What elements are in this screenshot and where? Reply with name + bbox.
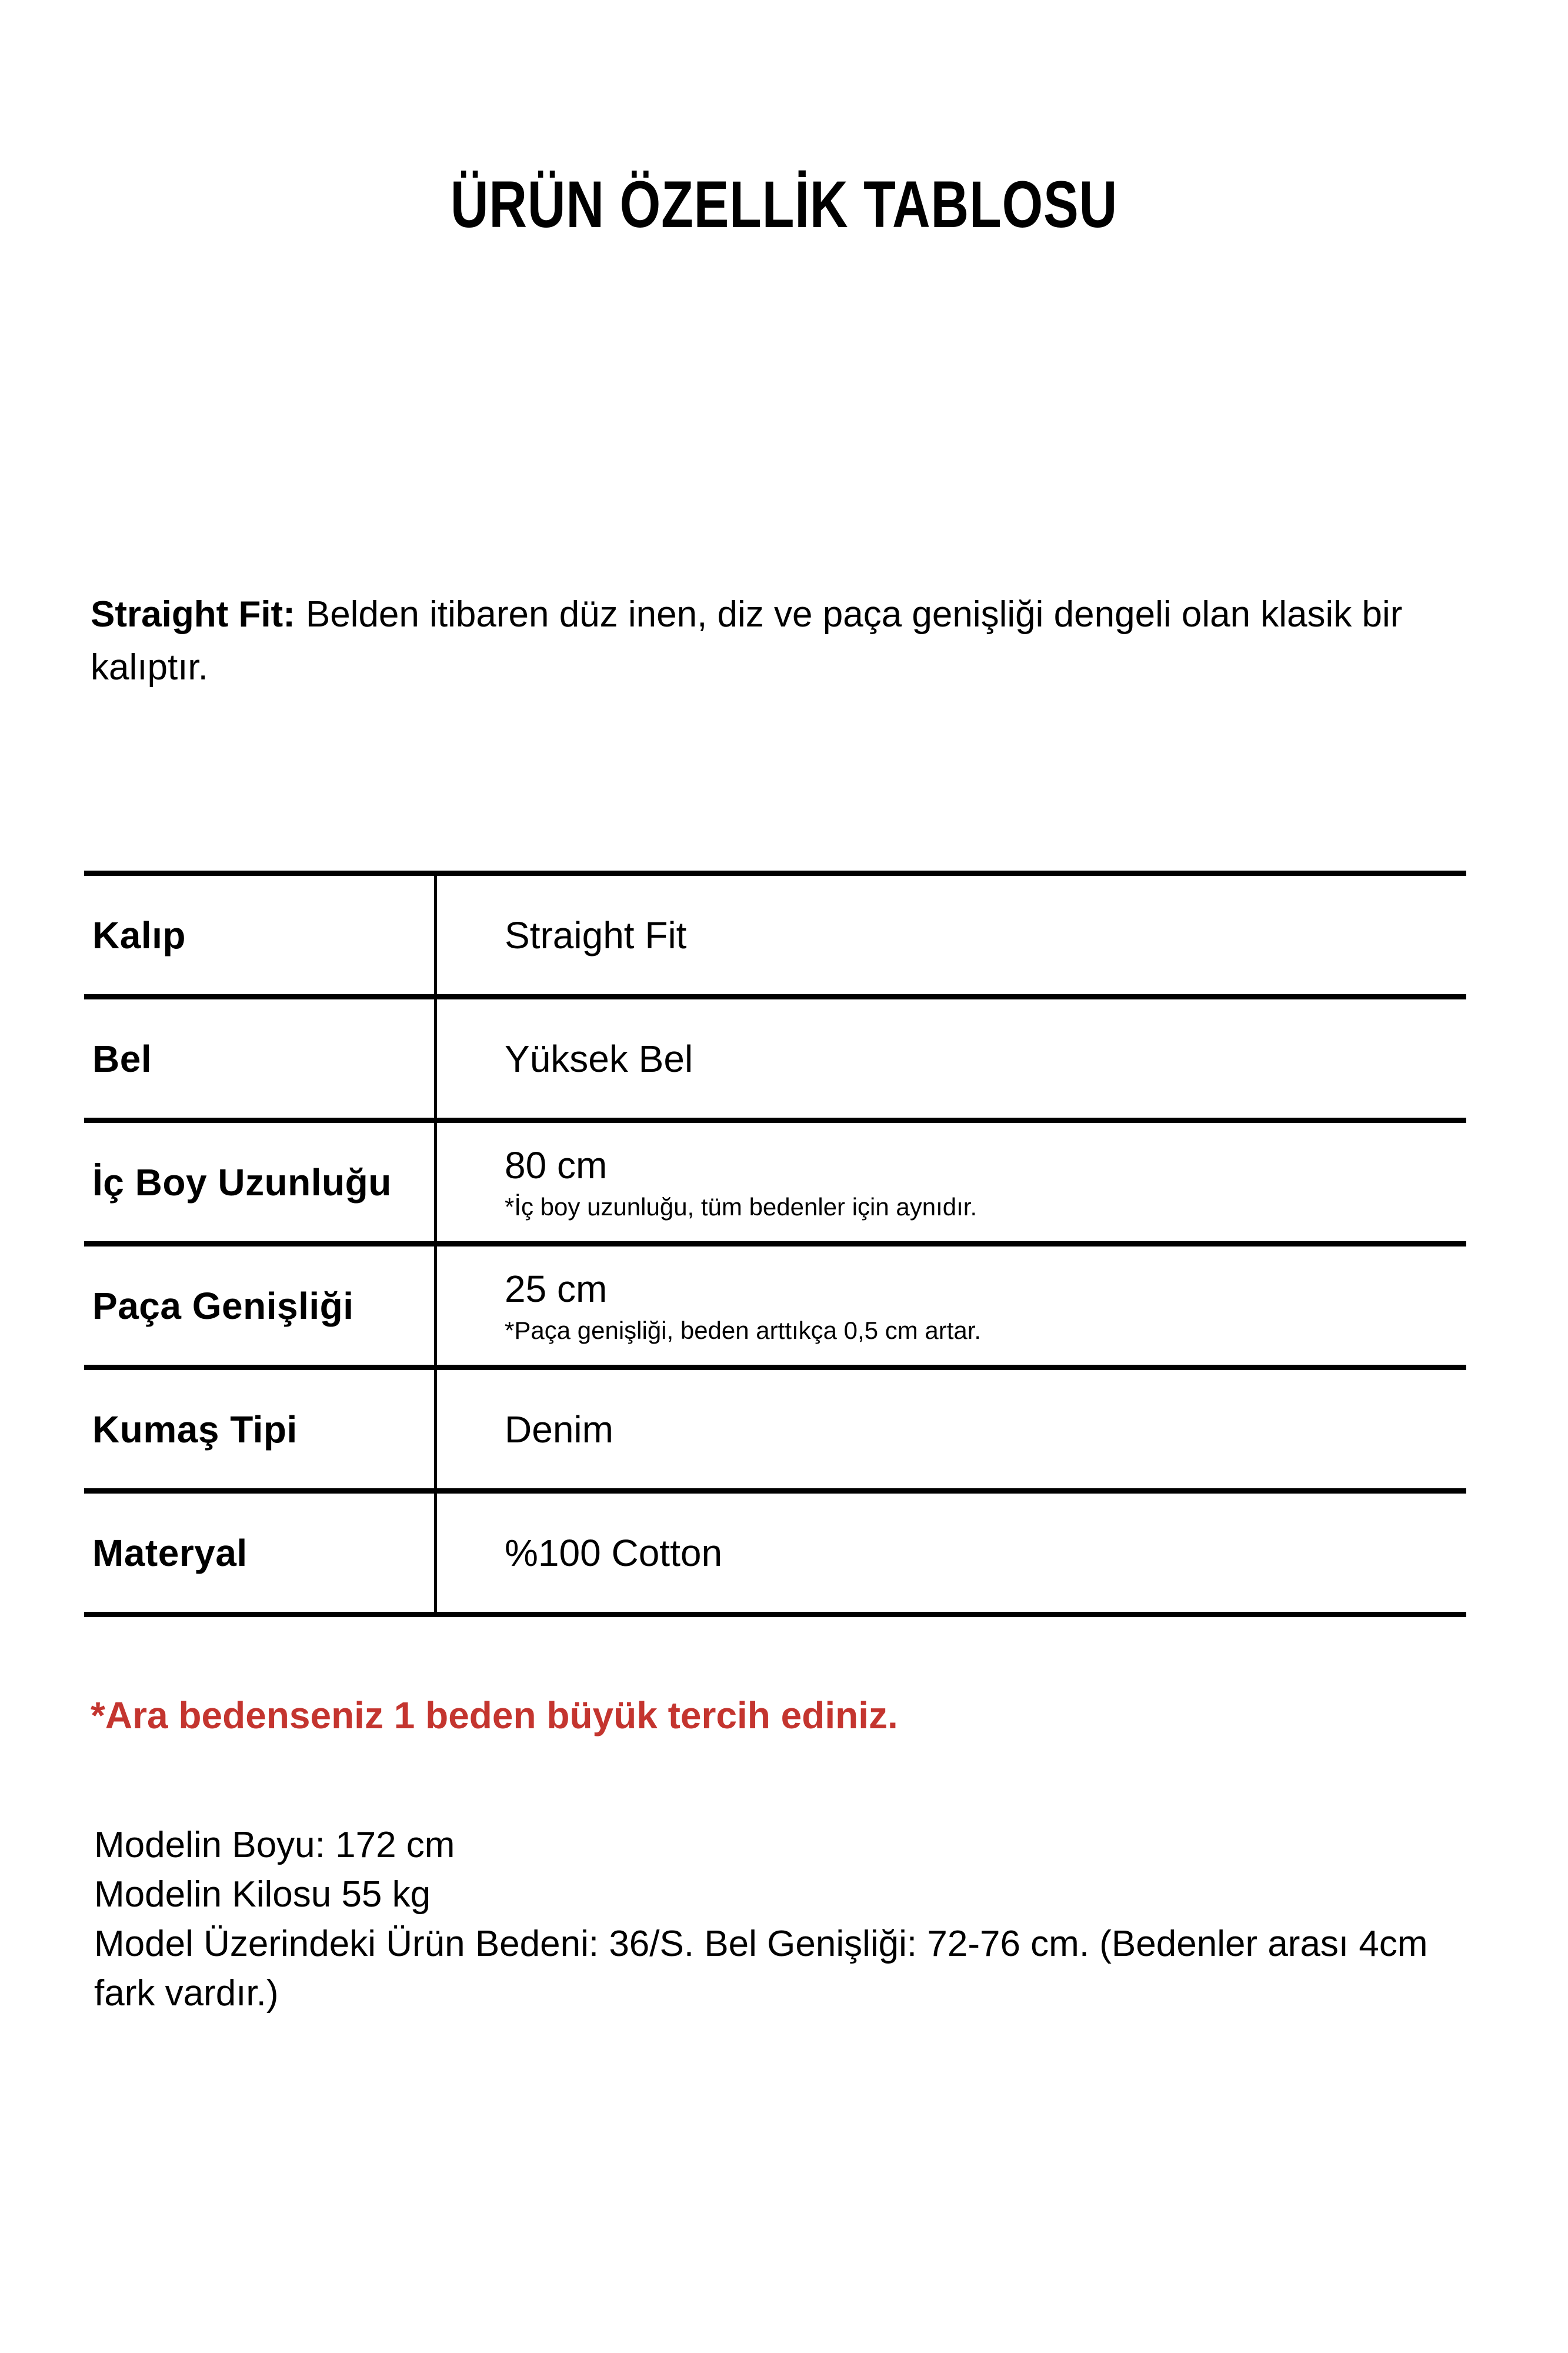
fit-description-text: Belden itibaren düz inen, diz ve paça genişliği dengeli olan klasik bir kalıptır. [91, 594, 1403, 688]
table-row-kumas-tipi [84, 1365, 1466, 1488]
table-row-materyal [84, 1488, 1466, 1612]
spec-label: Paça Genişliği [84, 1247, 437, 1365]
fit-description [91, 588, 1467, 694]
spec-value-note: *İç boy uzunluğu, tüm bedenler için aynıdır. [505, 1192, 978, 1221]
spec-value-note: *Paça genişliği, beden arttıkça 0,5 cm artar. [505, 1316, 982, 1344]
table-row-bel [84, 994, 1466, 1118]
table-row-paca-genisligi [84, 1241, 1466, 1365]
spec-label: Bel [84, 999, 437, 1118]
spec-value-cell [437, 1247, 1466, 1365]
spec-value: Denim [505, 1408, 613, 1451]
spec-value: 80 cm [505, 1144, 608, 1187]
table-row-ic-boy-uzunlugu [84, 1118, 1466, 1241]
spec-table [84, 871, 1466, 1617]
spec-value-cell [437, 999, 1466, 1118]
spec-label: Materyal [84, 1494, 437, 1612]
spec-value: Yüksek Bel [505, 1037, 693, 1080]
spec-value-cell [437, 1494, 1466, 1612]
model-info [94, 1821, 1464, 2018]
spec-value: Straight Fit [505, 914, 687, 956]
fit-description-label: Straight Fit: [91, 594, 295, 635]
table-row-kalip [84, 871, 1466, 994]
model-height-line: Modelin Boyu: 172 cm [94, 1825, 455, 1865]
model-weight-line: Modelin Kilosu 55 kg [94, 1874, 431, 1915]
spec-value-cell [437, 876, 1466, 994]
size-warning: *Ara bedenseniz 1 beden büyük tercih ediniz. [91, 1694, 898, 1737]
spec-value-cell [437, 1123, 1466, 1241]
spec-label: Kalıp [84, 876, 437, 994]
page-title: ÜRÜN ÖZELLİK TABLOSU [450, 168, 1118, 241]
spec-value-cell [437, 1370, 1466, 1488]
spec-label: İç Boy Uzunluğu [84, 1123, 437, 1241]
spec-value: %100 Cotton [505, 1531, 723, 1574]
model-size-line: Model Üzerindeki Ürün Bedeni: 36/S. Bel Genişliği: 72-76 cm. (Bedenler arası 4cm fark vardır.) [94, 1924, 1428, 2014]
spec-label: Kumaş Tipi [84, 1370, 437, 1488]
spec-value: 25 cm [505, 1267, 608, 1310]
